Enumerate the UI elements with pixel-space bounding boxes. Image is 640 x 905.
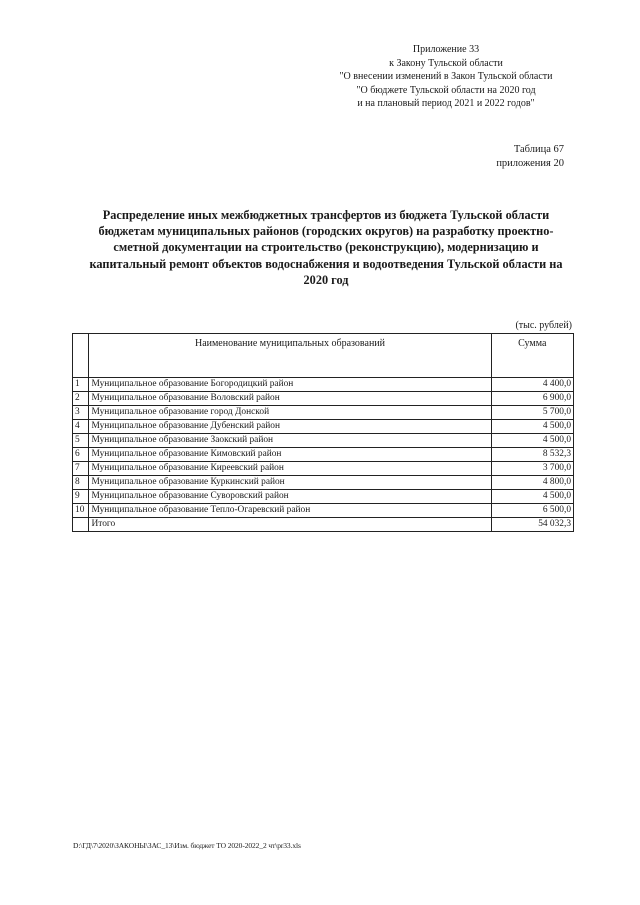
cell-sum: 4 500,0 <box>491 434 573 448</box>
table-row <box>73 476 574 490</box>
header-line: "О бюджете Тульской области на 2020 год <box>356 84 536 96</box>
table-ref-line: Таблица 67 <box>513 144 564 155</box>
cell-name: Муниципальное образование Тепло-Огаревский район <box>89 504 491 518</box>
cell-sum: 4 800,0 <box>491 476 573 490</box>
header-line: Приложение 33 <box>412 44 480 55</box>
cell-num <box>73 518 89 532</box>
cell-sum: 6 900,0 <box>491 392 573 406</box>
table-body <box>73 378 574 532</box>
table-row <box>73 378 574 392</box>
title-line: Распределение иных межбюджетных трансфертов из бюджета Тульской области <box>102 208 550 222</box>
header-line: "О внесении изменений в Закон Тульской области <box>339 71 553 82</box>
table-ref-line: приложения 20 <box>496 158 564 169</box>
cell-name: Муниципальное образование город Донской <box>89 406 491 420</box>
column-header-num <box>73 334 89 378</box>
appendix-header <box>316 43 576 111</box>
cell-num: 4 <box>73 420 89 434</box>
table-row <box>73 462 574 476</box>
table-reference <box>496 143 564 171</box>
cell-sum: 3 700,0 <box>491 462 573 476</box>
cell-sum: 54 032,3 <box>491 518 573 532</box>
cell-sum: 4 400,0 <box>491 378 573 392</box>
cell-name: Муниципальное образование Суворовский район <box>89 490 491 504</box>
table-row <box>73 448 574 462</box>
units-label: (тыс. рублей) <box>515 320 572 331</box>
document-title <box>70 207 582 288</box>
cell-name: Муниципальное образование Воловский район <box>89 392 491 406</box>
cell-num: 7 <box>73 462 89 476</box>
cell-num: 5 <box>73 434 89 448</box>
cell-name: Итого <box>89 518 491 532</box>
cell-num: 2 <box>73 392 89 406</box>
cell-num: 6 <box>73 448 89 462</box>
cell-name: Муниципальное образование Куркинский район <box>89 476 491 490</box>
column-header-name: Наименование муниципальных образований <box>89 334 491 378</box>
cell-num: 10 <box>73 504 89 518</box>
table-row <box>73 406 574 420</box>
cell-num: 1 <box>73 378 89 392</box>
title-line: сметной документации на строительство (реконструкцию), модернизацию и <box>113 240 539 255</box>
table-row <box>73 504 574 518</box>
cell-num: 8 <box>73 476 89 490</box>
cell-name: Муниципальное образование Киреевский район <box>89 462 491 476</box>
title-line: капитальный ремонт объектов водоснабжения и водоотведения Тульской области на <box>89 256 563 271</box>
cell-sum: 5 700,0 <box>491 406 573 420</box>
table-header-row <box>73 334 574 378</box>
table-row <box>73 434 574 448</box>
table-row <box>73 392 574 406</box>
cell-num: 3 <box>73 406 89 420</box>
cell-name: Муниципальное образование Заокский район <box>89 434 491 448</box>
cell-sum: 8 532,3 <box>491 448 573 462</box>
header-line: к Закону Тульской области <box>389 57 503 69</box>
cell-sum: 4 500,0 <box>491 420 573 434</box>
header-line: и на плановый период 2021 и 2022 годов" <box>357 98 535 109</box>
cell-name: Муниципальное образование Кимовский район <box>89 448 491 462</box>
title-line: 2020 год <box>303 272 349 287</box>
allocation-table <box>72 333 574 532</box>
cell-sum: 4 500,0 <box>491 490 573 504</box>
cell-sum: 6 500,0 <box>491 504 573 518</box>
column-header-sum: Сумма <box>491 334 573 378</box>
cell-name: Муниципальное образование Дубенский район <box>89 420 491 434</box>
table-row <box>73 490 574 504</box>
total-row <box>73 518 574 532</box>
title-line: бюджетам муниципальных районов (городских округов) на разработку проектно- <box>98 224 554 239</box>
cell-num: 9 <box>73 490 89 504</box>
file-path-footer: D:\ГД\7\2020\ЗАКОНЫ\ЗАС_13\Изм. бюджет ТО 2020-2022_2 чт\pr33.xls <box>73 841 301 850</box>
cell-name: Муниципальное образование Богородицкий район <box>89 378 491 392</box>
table-row <box>73 420 574 434</box>
